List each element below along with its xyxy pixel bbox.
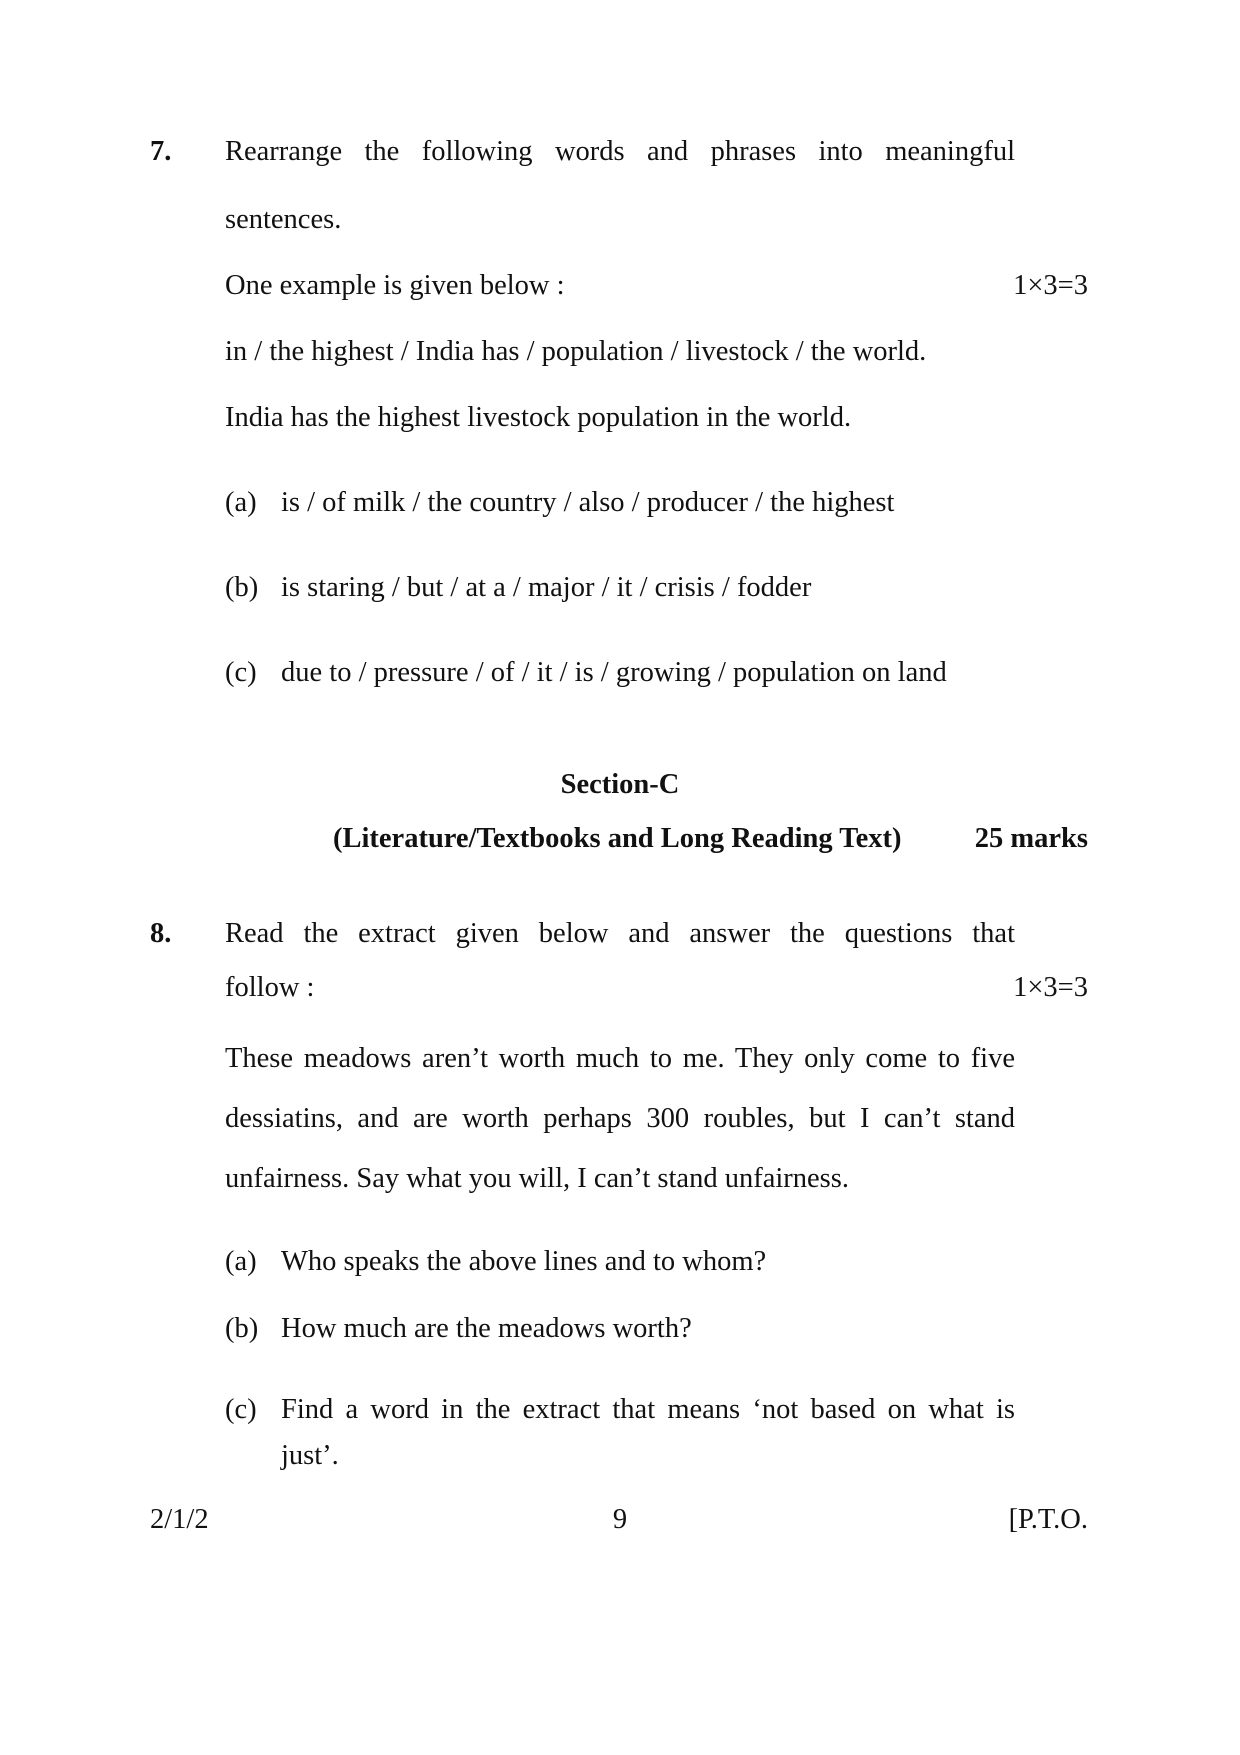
question-7-item-b-text: is staring / but / at a / major / it / crisis / fodder [281, 572, 812, 603]
question-7-example-jumbled: in / the highest / India has / population / livestock / the world. [225, 336, 927, 367]
question-7-marks: 1×3=3 [1013, 270, 1088, 301]
question-7-item-c-label: (c) [225, 657, 257, 688]
question-7-instruction-line-2: sentences. [225, 204, 342, 235]
question-8-marks: 1×3=3 [1013, 972, 1088, 1003]
footer-paper-code: 2/1/2 [150, 1504, 209, 1535]
question-8-extract-line-2: dessiatins, and are worth perhaps 300 roubles, but I can’t stand [225, 1103, 1015, 1134]
question-8-instruction-line-2: follow : [225, 972, 315, 1003]
question-7-number: 7. [150, 136, 172, 167]
question-8-item-c-text-continued: just’. [281, 1440, 339, 1471]
question-8-extract-line-1: These meadows aren’t worth much to me. They only come to five [225, 1043, 1015, 1074]
question-8-number: 8. [150, 918, 172, 949]
question-8-instruction-line-1: Read the extract given below and answer the questions that [225, 918, 1015, 949]
footer-pto: [P.T.O. [1008, 1504, 1088, 1535]
question-7-example-answer: India has the highest livestock population in the world. [225, 402, 852, 433]
footer-page-number: 9 [612, 1504, 628, 1535]
question-7-instruction-line-1: Rearrange the following words and phrases into meaningful [225, 136, 1015, 167]
question-8-item-c-text: Find a word in the extract that means ‘not based on what is [281, 1394, 1015, 1425]
section-c-marks: 25 marks [974, 823, 1088, 854]
question-8-item-a-label: (a) [225, 1246, 257, 1277]
question-8-item-a-text: Who speaks the above lines and to whom? [281, 1246, 767, 1277]
question-7-example-intro: One example is given below : [225, 270, 565, 301]
question-7-item-a-text: is / of milk / the country / also / producer / the highest [281, 487, 895, 518]
section-c-subtitle: (Literature/Textbooks and Long Reading Text) [333, 823, 902, 854]
question-7-item-b-label: (b) [225, 572, 259, 603]
section-c-title: Section-C [560, 769, 680, 800]
question-8-extract-line-3: unfairness. Say what you will, I can’t stand unfairness. [225, 1163, 849, 1194]
question-8-item-c-label: (c) [225, 1394, 257, 1425]
question-7-item-a-label: (a) [225, 487, 257, 518]
question-7-item-c-text: due to / pressure / of / it / is / growing / population on land [281, 657, 947, 688]
question-8-item-b-label: (b) [225, 1313, 259, 1344]
question-8-item-b-text: How much are the meadows worth? [281, 1313, 692, 1344]
